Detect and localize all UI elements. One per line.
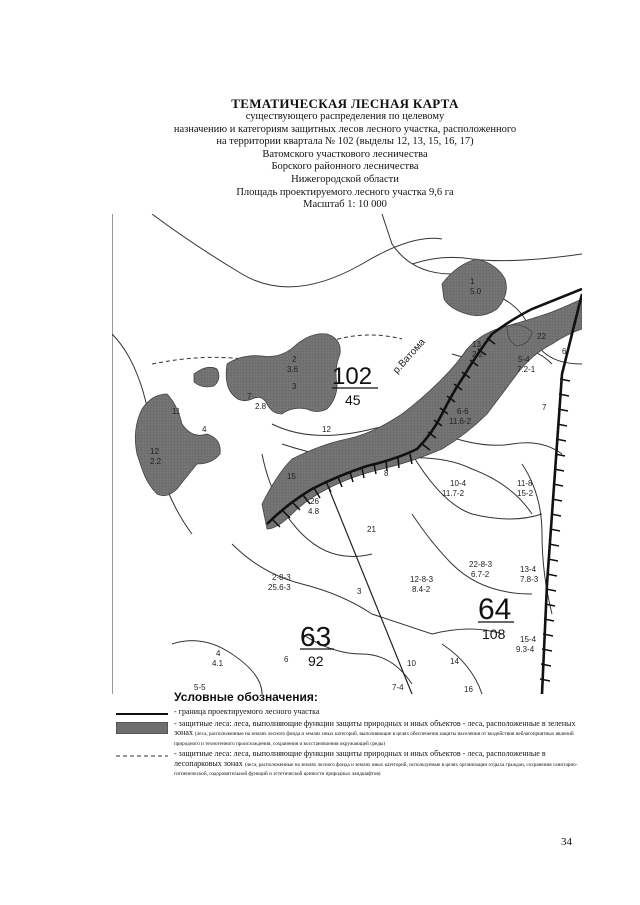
plot-label: 7-4 <box>392 683 404 692</box>
plot-area: 7.2-1 <box>517 365 536 374</box>
title-line-7: Нижегородской области <box>291 173 399 185</box>
title-line-3: назначению и категориям защитных лесов лесного участка, расположенного <box>173 123 517 135</box>
plot-label: 15 <box>287 472 296 481</box>
plot-area: 8.4-2 <box>412 585 431 594</box>
quarter-label-63 <box>300 621 334 669</box>
legend-item-project-boundary <box>112 707 592 717</box>
plot-label: 6-6 <box>457 407 469 416</box>
plot-area: 11.6-2 <box>449 417 472 426</box>
title-line-5: Ватомского участкового лесничества <box>262 148 428 160</box>
legend-item-text: - защитные леса: леса, выполняющие функции защиты природных и иных объектов - леса, расположенные в зеленых зонах <box>174 718 576 737</box>
quarter-area: 92 <box>308 653 324 669</box>
map-title: ТЕМАТИЧЕСКАЯ ЛЕСНАЯ КАРТА <box>231 96 459 111</box>
plot-label: 2 <box>292 355 297 364</box>
quarter-number: 102 <box>332 363 373 390</box>
legend-item-green-zone <box>112 719 592 748</box>
plot-label: 12 <box>322 425 331 434</box>
quarter-area: 108 <box>482 626 506 642</box>
shaded-area-symbol <box>116 722 168 737</box>
quarter-label-102 <box>332 363 378 408</box>
legend-item-text: - граница проектируемого лесного участка <box>174 707 320 716</box>
plot-label: 6 <box>284 655 289 664</box>
plot-label: 13-4 <box>520 565 537 574</box>
legend-title: Условные обозначения: <box>174 690 318 704</box>
plot-area: 5.0 <box>470 287 482 296</box>
legend-item-note: (леса, расположенные на землях лесного фонда и землях иных категорий, используемые в целях организации отдыха граждан, сохранения санитарно-гигиенической, оздоровительной функций и эстетической ценности природных ландшафтов) <box>174 761 578 777</box>
plot-area: 2.8 <box>255 402 267 411</box>
plot-area: 3.6 <box>287 365 299 374</box>
plot-label: 22-8-3 <box>469 560 493 569</box>
title-line-6: Борского районного лесничества <box>271 161 419 173</box>
title-line-2: существующего распределения по целевому <box>245 111 445 122</box>
plot-label: 12-8-3 <box>410 575 434 584</box>
plot-label: 5-4 <box>518 355 530 364</box>
plot-label: 4 <box>216 649 221 658</box>
river-label: р.Ватома <box>391 336 428 377</box>
title-line-8: Площадь проектируемого лесного участка 9,6 га <box>236 186 454 198</box>
plot-label: 5-5 <box>194 683 206 692</box>
forest-map <box>112 214 582 694</box>
plot-label: 8 <box>384 469 389 478</box>
plot-area: 11.7-2 <box>442 489 465 498</box>
plot-area: 4.1 <box>212 659 224 668</box>
quarter-number: 63 <box>300 621 332 652</box>
plot-label: 16 <box>464 685 473 694</box>
legend-item-text: - защитные леса: леса, выполняющие функции защиты природных и иных объектов - леса, расположенные в лесопарковых зонах <box>174 749 546 768</box>
map-legend <box>112 690 592 778</box>
plot-label: 11-8 <box>517 479 533 488</box>
plot-label: 10 <box>407 659 416 668</box>
quarter-area: 45 <box>345 392 361 408</box>
plot-label: 10-4 <box>450 479 467 488</box>
title-line-9: Масштаб 1: 10 000 <box>303 199 387 211</box>
plot-label: 7 <box>247 392 252 401</box>
plot-label: 11 <box>172 407 181 416</box>
legend-item-note: (леса, расположенные на землях лесного фонда и землях иных категорий, выполняющие в целях обеспечения защиты населения от воздействия неблагоприятных явлений природного и техногенного происхождения, сохранения и восстановления окружающей среды) <box>174 731 574 747</box>
plot-area: 9.3-4 <box>516 645 535 654</box>
plot-label: 3 <box>292 382 297 391</box>
quarter-number: 64 <box>478 593 512 626</box>
plot-area: 2.2 <box>472 350 484 359</box>
page-number: 34 <box>561 836 572 848</box>
quarter-boundary-line <box>327 484 412 694</box>
plot-label: 6 <box>562 347 567 356</box>
plot-label: 26 <box>310 497 319 506</box>
plot-area: 15-2 <box>517 489 534 498</box>
plot-label: 7 <box>542 403 547 412</box>
plot-label: 13 <box>472 340 481 349</box>
plot-label: 1 <box>470 277 475 286</box>
plot-label: 2-8-3 <box>272 573 291 582</box>
quarter-label-64 <box>478 593 514 642</box>
map-title-block <box>100 96 590 212</box>
plot-label: 22 <box>537 332 546 341</box>
plot-label: 14 <box>450 657 459 666</box>
legend-item-forest-park <box>112 749 592 778</box>
dashed-line-symbol <box>116 752 168 762</box>
plot-label: 3 <box>357 587 362 596</box>
plot-area: 25.6-3 <box>268 583 291 592</box>
plot-label: 15-4 <box>520 635 537 644</box>
plot-area: 4.8 <box>308 507 320 516</box>
plot-area: 2.2 <box>150 457 162 466</box>
title-line-4: на территории квартала № 102 (выделы 12, 13, 15, 16, 17) <box>216 136 474 148</box>
plot-label: 4 <box>202 425 207 434</box>
plot-label: 12 <box>150 447 159 456</box>
plot-area: 7.8-3 <box>520 575 539 584</box>
plot-area: 6.7-2 <box>471 570 490 579</box>
plot-label: 21 <box>367 525 376 534</box>
